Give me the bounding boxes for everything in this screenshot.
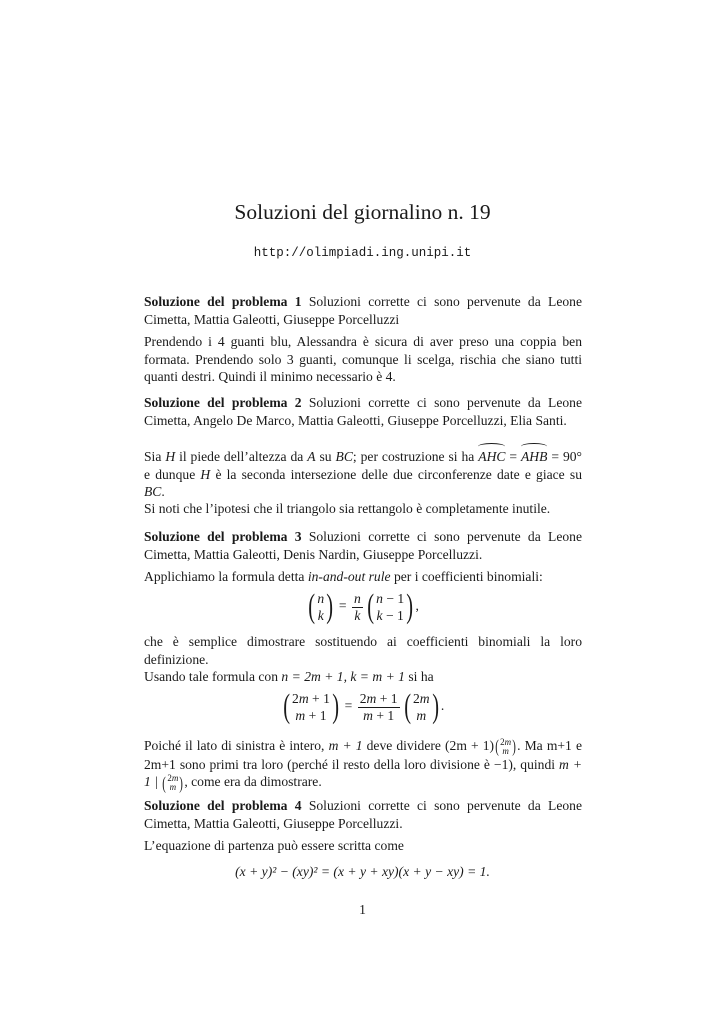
text-fragment: quindi <box>520 756 556 772</box>
solution-4-credits-text: Soluzioni corrette ci sono pervenute da Leone Cimetta, Mattia Galeotti, Giuseppe Porcelluzzi. <box>144 798 582 831</box>
math-var: A <box>307 449 316 464</box>
math-expr: m + 1 | <box>144 756 582 790</box>
fraction-n-over-k: $\frac{n}{k}$ <box>354 590 361 623</box>
binom-2m-m: ( 2m m ) <box>403 688 439 725</box>
text-fragment: è la seconda intersezione delle due circonferenze date e giace su <box>215 466 582 482</box>
solution-2-credits-text: Soluzioni corrette ci sono pervenute da Leone Cimetta, Angelo De Marco, Mattia Galeotti, Giuseppe Porcelluzzi, Elia Santi. <box>144 395 582 428</box>
math-expr: m + 1 <box>328 738 363 753</box>
solution-1-heading: Soluzione del problema 1 <box>144 294 302 309</box>
fraction-2m1-over-m1: $\frac{2m + 1}{m + 1}$ <box>359 690 398 723</box>
solution-3-conclusion <box>144 737 582 792</box>
solution-2-body: Sia H il piede dell’altezza da A su BC; per costruzione si ha AHC = AHB = 90° e dunque H è la seconda intersezione delle due circonferenze date e giace su BC. <box>144 449 582 499</box>
solution-4-credits <box>144 797 582 832</box>
small-binom-2m-m-2: ( 2m m ) <box>162 772 184 793</box>
solution-1-credits <box>144 293 582 328</box>
angle-ahb: AHB <box>520 449 548 464</box>
solution-4-heading: Soluzione del problema 4 <box>144 798 302 813</box>
solution-3-credits-text: Soluzioni corrette ci sono pervenute da Leone Cimetta, Mattia Galeotti, Denis Nardin, Giuseppe Porcelluzzi. <box>144 529 582 562</box>
text-fragment: Usando tale formula con <box>144 669 279 684</box>
text-fragment: su <box>319 449 332 464</box>
solution-3-heading: Soluzione del problema 3 <box>144 529 302 544</box>
text-fragment: si ha <box>408 669 434 684</box>
solution-4-intro: L’equazione di partenza può essere scritta come <box>144 838 404 853</box>
text-fragment: Applichiamo la formula detta <box>144 569 305 584</box>
equation-substituted: ( 2m + 1 m + 1 ) = $\frac{2m + 1}{m + 1}$ ( 2m m ) . <box>0 690 725 724</box>
solution-3-after-eq1: che è semplice dimostrare sostituendo ai coefficienti binomiali la loro definizione. <box>144 634 582 667</box>
solution-2-heading: Soluzione del problema 2 <box>144 395 302 410</box>
text-fragment: il piede dell’altezza da <box>179 449 304 464</box>
text-fragment: per i coefficienti binomiali: <box>393 569 543 584</box>
solution-3-credits <box>144 528 582 563</box>
math-var: BC <box>335 449 353 464</box>
solution-2-note: Si noti che l’ipotesi che il triangolo sia rettangolo è completamente inutile. <box>144 501 551 516</box>
text-fragment: = 90° e dunque <box>144 449 582 482</box>
solution-1-body: Prendendo i 4 guanti blu, Alessandra è sicura di aver preso una coppia ben formata. Prendendo solo 3 guanti, comunque li scelga, rischia che siano tutti quanti destri. Quindi il minimo necessario è 4. <box>144 334 582 384</box>
math-var: H <box>165 449 176 464</box>
math-var: H <box>200 466 211 482</box>
solution-2-credits <box>144 394 582 429</box>
text-fragment: m+1 e 2m+1 sono primi tra loro (perché il resto della loro divisione è −1), <box>144 738 582 772</box>
text-fragment: Sia <box>144 449 162 464</box>
text-fragment: ; per costruzione si ha <box>352 449 475 464</box>
solution-1-credits-text: Soluzioni corrette ci sono pervenute da Leone Cimetta, Mattia Galeotti, Giuseppe Porcelluzzi <box>144 294 582 327</box>
text-fragment: deve dividere <box>366 738 441 753</box>
binom-2m1-m1: ( 2m + 1 m + 1 ) <box>282 688 339 725</box>
binom-n-k: ( n k ) <box>308 588 334 625</box>
solution-3-using <box>144 668 582 686</box>
text-fragment: , come era da dimostrare. <box>184 774 322 790</box>
rule-name: in-and-out rule <box>307 569 391 584</box>
page-number: 1 <box>359 902 366 917</box>
math-substitution: n = 2m + 1, k = m + 1 <box>281 669 405 684</box>
binom-n1-k1: ( n − 1 k − 1 ) <box>367 588 414 625</box>
small-binom-2m-m: ( 2m m ) <box>495 736 516 757</box>
document-url[interactable]: http://olimpiadi.ing.unipi.it <box>253 246 472 260</box>
text-fragment: . <box>161 484 165 499</box>
equation-problem-4: (x + y)² − (xy)² = (x + y + xy)(x + y − xy) = 1. <box>235 864 490 879</box>
equation-in-and-out-rule: ( n k ) = $\frac{n}{k}$ ( n − 1 k − 1 ) , <box>0 590 725 624</box>
solution-3-intro <box>144 568 582 586</box>
math-var: BC <box>144 484 162 499</box>
text-fragment: Poiché il lato di sinistra è intero, <box>144 738 325 753</box>
document-title: Soluzioni del giornalino n. 19 <box>234 200 491 224</box>
math-expr: (2m + 1) <box>445 738 495 753</box>
text-fragment: . Ma <box>517 738 543 753</box>
angle-ahc: AHC <box>478 449 506 464</box>
